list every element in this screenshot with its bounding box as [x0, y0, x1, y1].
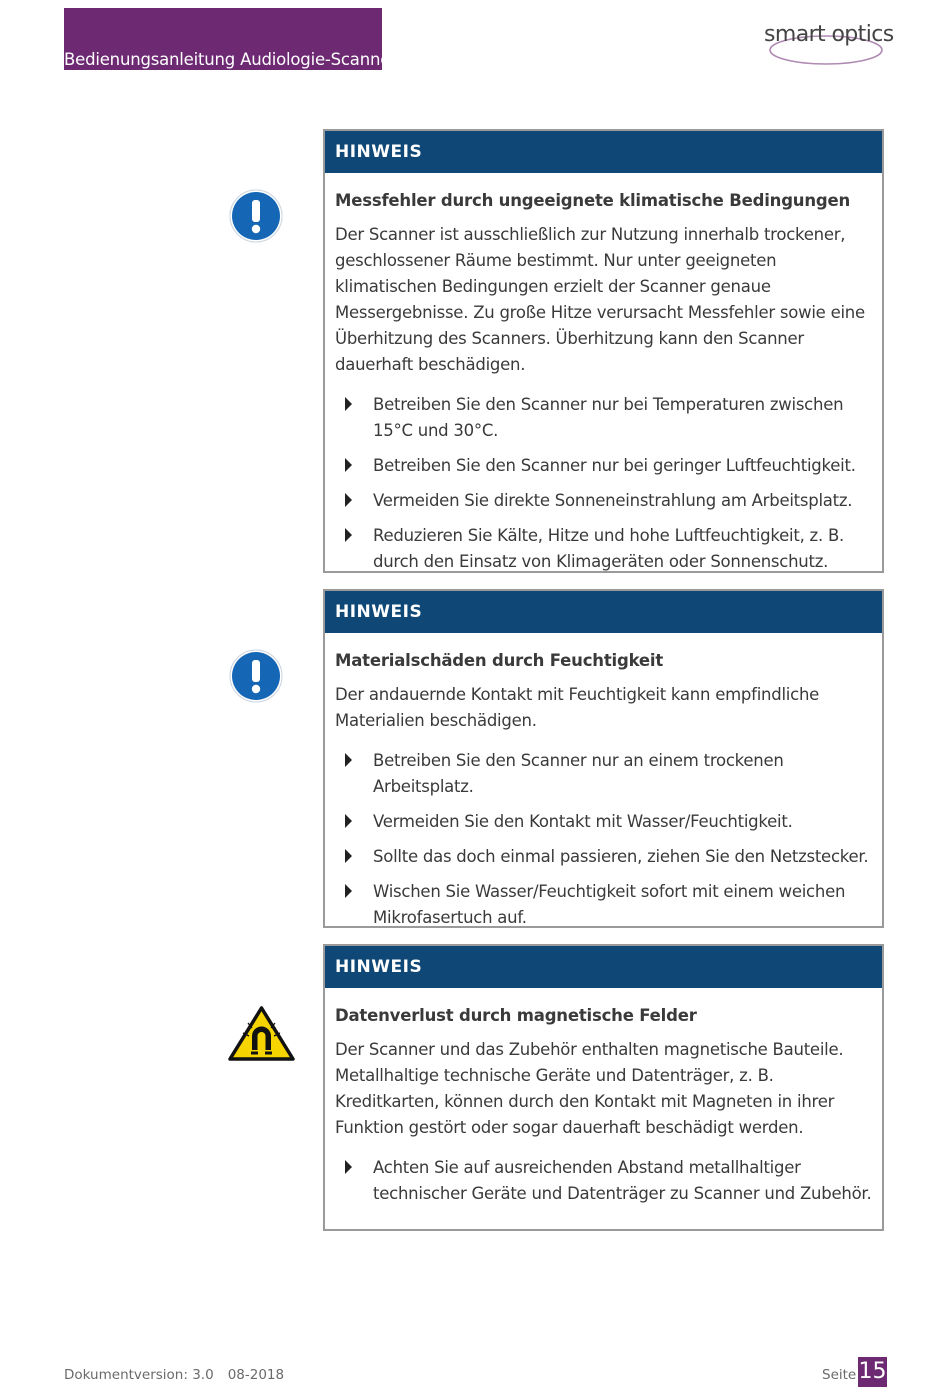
bullet-triangle-icon: [345, 528, 352, 542]
logo-text: smart optics: [764, 22, 894, 47]
notice-title: Materialschäden durch Feuchtigkeit: [335, 651, 664, 670]
exclamation-mandatory-icon: [229, 189, 283, 243]
notice-title: Datenverlust durch magnetische Felder: [335, 1006, 697, 1025]
notice-text: Der andauernde Kontakt mit Feuchtigkeit kann empfindliche Materialien beschädigen.: [335, 685, 820, 730]
bullet-triangle-icon: [345, 1160, 352, 1174]
page-label: Seite: [822, 1367, 857, 1383]
document-title: Bedienungsanleitung Audiologie-Scanner: [64, 50, 397, 69]
page-number: 15: [858, 1357, 887, 1387]
list-item: Vermeiden Sie direkte Sonneneinstrahlung am Arbeitsplatz.: [335, 488, 872, 514]
list-item: Reduzieren Sie Kälte, Hitze und hohe Luftfeuchtigkeit, z. B. durch den Einsatz von Klimageräten oder Sonnenschutz.: [335, 523, 872, 575]
notice-box-climate: [323, 129, 884, 573]
smart-optics-logo: [764, 18, 894, 70]
list-item: Betreiben Sie den Scanner nur bei geringer Luftfeuchtigkeit.: [335, 453, 872, 479]
bullet-triangle-icon: [345, 458, 352, 472]
notice-box-moisture: [323, 589, 884, 928]
bullet-triangle-icon: [345, 849, 352, 863]
list-item: Vermeiden Sie den Kontakt mit Wasser/Feuchtigkeit.: [335, 809, 872, 835]
exclamation-mandatory-icon: [229, 649, 283, 703]
bullet-list: [335, 748, 872, 931]
bullet-triangle-icon: [345, 493, 352, 507]
list-item: Wischen Sie Wasser/Feuchtigkeit sofort mit einem weichen Mikrofasertuch auf.: [335, 879, 872, 931]
notice-text: Der Scanner und das Zubehör enthalten magnetische Bauteile. Metallhaltige technische Geräte und Datenträger, z. B. Kreditkarten, können durch den Kontakt mit Magneten in ihrer Funktion gestört oder sogar dauerhaft beschädigt werden.: [335, 1040, 844, 1137]
list-item: Betreiben Sie den Scanner nur bei Temperaturen zwischen 15°C und 30°C.: [335, 392, 872, 444]
bullet-list: [335, 392, 872, 575]
list-item: Betreiben Sie den Scanner nur an einem trockenen Arbeitsplatz.: [335, 748, 872, 800]
notice-header: HINWEIS: [325, 946, 882, 988]
notice-header: HINWEIS: [325, 131, 882, 173]
document-version: Dokumentversion: 3.0: [64, 1367, 214, 1383]
document-date: 08-2018: [227, 1367, 285, 1383]
list-item: Sollte das doch einmal passieren, ziehen Sie den Netzstecker.: [335, 844, 872, 870]
bullet-triangle-icon: [345, 397, 352, 411]
magnetic-field-warning-icon: [228, 1006, 295, 1061]
bullet-triangle-icon: [345, 814, 352, 828]
notice-title: Messfehler durch ungeeignete klimatische Bedingungen: [335, 191, 851, 210]
bullet-triangle-icon: [345, 753, 352, 767]
list-item: Achten Sie auf ausreichenden Abstand metallhaltiger technischer Geräte und Datenträger zu Scanner und Zubehör.: [335, 1155, 872, 1207]
notice-header: HINWEIS: [325, 591, 882, 633]
notice-text: Der Scanner ist ausschließlich zur Nutzung innerhalb trockener, geschlossener Räume bestimmt. Nur unter geeigneten klimatischen Bedingungen erzielt der Scanner genaue Messergebnisse. Zu große Hitze verursacht Messfehler sowie eine Überhitzung des Scanners. Überhitzung kann den Scanner dauerhaft beschädigen.: [335, 225, 865, 374]
bullet-triangle-icon: [345, 884, 352, 898]
bullet-list: [335, 1155, 872, 1207]
notice-box-magnetic: [323, 944, 884, 1231]
footer-version: [64, 1367, 284, 1383]
